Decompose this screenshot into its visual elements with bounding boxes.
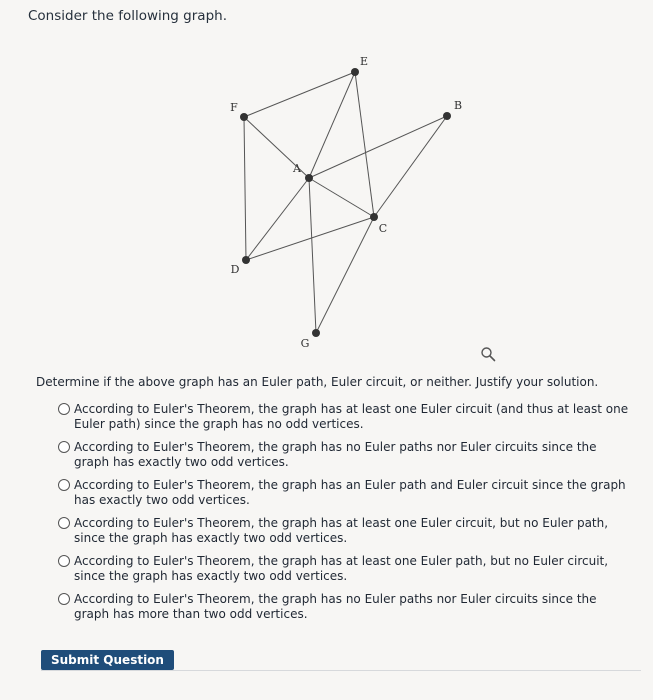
graph-edge-a-g xyxy=(309,178,316,333)
question-prompt: Consider the following graph. xyxy=(28,8,227,24)
graph-vertex-label-f: F xyxy=(230,101,238,114)
answer-option[interactable] xyxy=(58,592,633,622)
magnifier-icon[interactable] xyxy=(480,346,496,362)
answer-option-text: According to Euler's Theorem, the graph has at least one Euler path, but no Euler circuit, since the graph has exactly two odd vertices. xyxy=(74,554,609,583)
graph-vertex-label-b: B xyxy=(453,99,463,112)
graph-vertex-labels xyxy=(230,55,462,350)
answer-option[interactable] xyxy=(58,478,633,508)
graph-vertices xyxy=(240,68,451,337)
answer-option-text: According to Euler's Theorem, the graph has no Euler paths nor Euler circuits since the graph has exactly two odd vertices. xyxy=(74,440,597,469)
graph-vertex-b xyxy=(443,112,451,120)
radio-button[interactable] xyxy=(58,479,70,491)
radio-button[interactable] xyxy=(58,441,70,453)
radio-button[interactable] xyxy=(58,403,70,415)
graph-edge-d-a xyxy=(246,178,309,260)
answer-options xyxy=(58,402,633,630)
graph-edge-b-c xyxy=(374,116,447,217)
radio-button[interactable] xyxy=(58,517,70,529)
graph-edge-f-d xyxy=(244,117,246,260)
graph-vertex-label-c: C xyxy=(378,222,388,235)
graph-vertex-label-g: G xyxy=(300,337,310,350)
graph-vertex-a xyxy=(305,174,313,182)
radio-button[interactable] xyxy=(58,593,70,605)
graph-vertex-f xyxy=(240,113,248,121)
graph-vertex-d xyxy=(242,256,250,264)
submit-question-button[interactable]: Submit Question xyxy=(41,650,174,670)
graph-vertex-e xyxy=(351,68,359,76)
radio-button[interactable] xyxy=(58,555,70,567)
graph-edge-a-b xyxy=(309,116,447,178)
graph-edge-e-c xyxy=(355,72,374,217)
answer-option-text: According to Euler's Theorem, the graph has at least one Euler circuit (and thus at least one Euler path) since the graph has no odd vertices. xyxy=(74,402,629,431)
graph-vertex-c xyxy=(370,213,378,221)
graph-edge-g-c xyxy=(316,217,374,333)
answer-option[interactable] xyxy=(58,440,633,470)
graph-edges xyxy=(244,72,447,333)
graph-vertex-g xyxy=(312,329,320,337)
answer-option[interactable] xyxy=(58,516,633,546)
graph-vertex-label-d: D xyxy=(230,263,240,276)
question-text: Determine if the above graph has an Euler path, Euler circuit, or neither. Justify your solution. xyxy=(36,375,599,389)
answer-option-text: According to Euler's Theorem, the graph has at least one Euler circuit, but no Euler path, since the graph has exactly two odd vertices. xyxy=(74,516,609,545)
graph-edge-a-c xyxy=(309,178,374,217)
graph-vertex-label-a: A xyxy=(293,162,301,175)
answer-option-text: According to Euler's Theorem, the graph has no Euler paths nor Euler circuits since the graph has more than two odd vertices. xyxy=(74,592,597,621)
submit-bar xyxy=(41,650,641,671)
graph-vertex-label-e: E xyxy=(359,55,369,68)
answer-option[interactable] xyxy=(58,554,633,584)
graph-edge-d-c xyxy=(246,217,374,260)
answer-option[interactable] xyxy=(58,402,633,432)
answer-option-text: According to Euler's Theorem, the graph has an Euler path and Euler circuit since the graph has exactly two odd vertices. xyxy=(74,478,626,507)
